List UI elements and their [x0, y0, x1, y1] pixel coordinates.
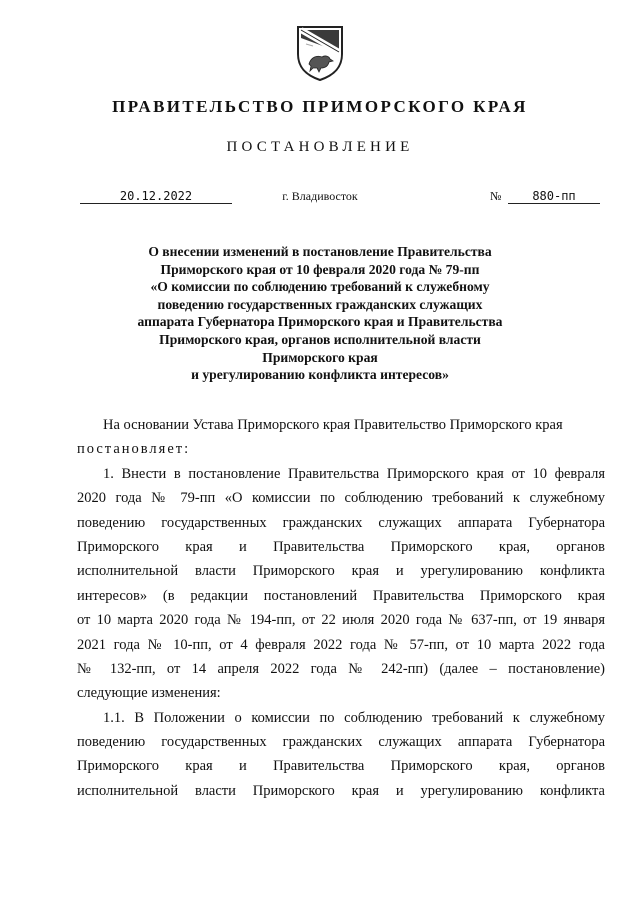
document-date: 20.12.2022	[80, 189, 232, 204]
coat-of-arms-icon	[295, 24, 345, 82]
government-title: ПРАВИТЕЛЬСТВО ПРИМОРСКОГО КРАЯ	[112, 97, 528, 116]
item1-line: № 132-пп, от 14 апреля 2022 года № 242-пп) (далее – постановление)	[77, 660, 605, 677]
item1-line: 1. Внести в постановление Правительства Приморского края от 10 февраля	[103, 465, 605, 482]
item11-line: исполнительной власти Приморского края и урегулированию конфликта	[77, 782, 605, 799]
preamble-line: На основании Устава Приморского края Правительство Приморского края	[103, 417, 563, 433]
decree-word: постановляет:	[77, 441, 191, 458]
item1-line: следующие изменения:	[77, 685, 221, 702]
item1-line: поведению государственных гражданских служащих аппарата Губернатора	[77, 514, 605, 531]
document-city: г. Владивосток	[282, 189, 358, 203]
heading-line: О внесении изменений в постановление Правительства	[148, 244, 492, 259]
heading-line: Приморского края, органов исполнительной власти	[159, 331, 481, 347]
document-heading	[60, 243, 580, 384]
item1-line: 2021 года № 10-пп, от 4 февраля 2022 года № 57-пп, от 10 марта 2022 года	[77, 636, 605, 653]
heading-line: «О комиссии по соблюдению требований к служебному	[150, 279, 490, 295]
document-type: ПОСТАНОВЛЕНИЕ	[226, 139, 414, 155]
heading-line: аппарата Губернатора Приморского края и Правительства	[137, 314, 503, 330]
heading-line: Приморского края от 10 февраля 2020 года № 79-пп	[160, 261, 480, 277]
heading-line: и урегулированию конфликта интересов»	[191, 367, 449, 383]
number-sign: №	[490, 189, 502, 203]
item1-line: интересов» (в редакции постановлений Правительства Приморского края	[77, 587, 605, 604]
document-body	[77, 413, 605, 803]
item1-line: от 10 марта 2020 года № 194-пп, от 22 июля 2020 года № 637-пп, от 19 января	[77, 612, 605, 629]
document-number: 880-пп	[508, 189, 600, 204]
item11-line: Приморского края и Правительства Приморского края, органов	[77, 758, 605, 775]
heading-line: Приморского края	[262, 349, 378, 365]
item11-line: поведению государственных гражданских служащих аппарата Губернатора	[77, 734, 605, 751]
item1-line: Приморского края и Правительства Приморского края, органов	[77, 538, 605, 555]
item11-line: 1.1. В Положении о комиссии по соблюдению требований к служебному	[103, 709, 605, 726]
item1-line: 2020 года № 79-пп «О комиссии по соблюдению требований к служебному	[77, 490, 605, 507]
heading-line: поведению государственных гражданских служащих	[157, 296, 483, 312]
item1-line: исполнительной власти Приморского края и урегулированию конфликта	[77, 563, 605, 580]
